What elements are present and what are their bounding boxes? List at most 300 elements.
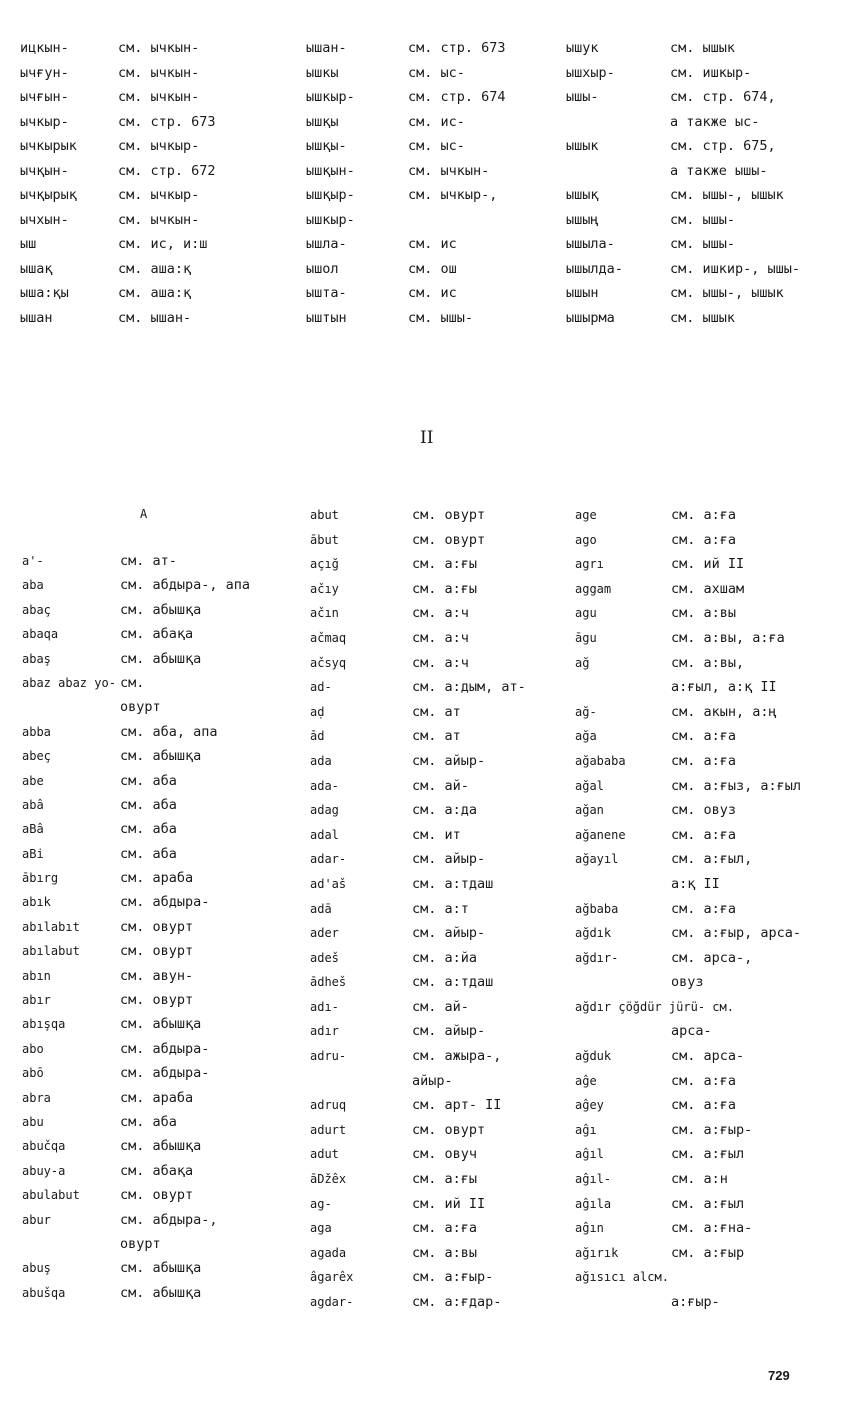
entry-reference: см. овуч: [412, 1146, 478, 1163]
entry-reference: айыр-: [412, 1072, 453, 1089]
entry-headword: adar-: [310, 852, 347, 867]
entry-reference: см. ышы-, ышык: [670, 285, 784, 301]
entry-row: [310, 577, 526, 602]
entry-reference: см. а:ғна-: [671, 1220, 753, 1237]
entry-headword: abur: [22, 1212, 51, 1227]
entry-headword: adut: [310, 1147, 339, 1162]
entry-headword: adag: [310, 803, 339, 818]
entry-headword: adru-: [310, 1049, 347, 1064]
index-column-1: [20, 36, 216, 330]
entry-headword: [575, 970, 671, 995]
entry-row: [310, 1290, 526, 1315]
entry-reference: см. ажыра-,: [412, 1048, 502, 1065]
entry-headword: ağa: [575, 729, 597, 744]
entry-row: [22, 817, 250, 841]
entry-headword: aĝıl: [575, 1147, 604, 1162]
entry-headword: aĝe: [575, 1073, 597, 1088]
entry-reference: см. абышқа: [120, 748, 202, 765]
entry-row: [22, 988, 250, 1012]
entry-headword: ada-: [310, 778, 339, 793]
entry-reference: см. а:йа: [412, 949, 478, 966]
entry-row: [310, 1192, 526, 1217]
entry-headword: abaqa: [22, 627, 59, 642]
entry-row: [575, 1290, 801, 1315]
entry-reference: см. а:ғыз, а:ғыл: [671, 777, 802, 794]
entry-row: [310, 1069, 526, 1094]
entry-reference: см. айыр-: [412, 1023, 486, 1040]
entry-row: [310, 1241, 526, 1266]
entry-reference: см. абдыра-,: [120, 1211, 218, 1228]
entry-headword: ābut: [310, 532, 339, 547]
entry-reference: см. а:вы,: [671, 654, 745, 671]
entry-row: [306, 232, 506, 257]
entry-headword: abışqa: [22, 1017, 66, 1032]
entry-reference: см. арт- II: [412, 1097, 502, 1114]
entry-row: [22, 671, 250, 695]
entry-reference: см. а:да: [412, 802, 478, 819]
entry-row: [575, 749, 801, 774]
entry-row: [566, 208, 800, 233]
entry-headword: adır: [310, 1024, 339, 1039]
entry-row: [310, 503, 526, 528]
entry-headword: ышқыр-: [306, 187, 355, 203]
entry-reference: а:қ II: [671, 875, 720, 892]
entry-row: [575, 1192, 801, 1217]
entry-reference: см. айыр-: [412, 925, 486, 942]
entry-reference: овурт: [120, 1235, 161, 1252]
entry-reference: см. аба: [120, 796, 177, 813]
entry-row: [310, 1019, 526, 1044]
entry-row: [310, 1167, 526, 1192]
section-column-2: [310, 503, 526, 1315]
entry-row: [22, 793, 250, 817]
entry-headword: adruq: [310, 1098, 347, 1113]
entry-headword: ağdık: [575, 926, 612, 941]
entry-headword: ышан-: [306, 40, 347, 56]
entry-reference: см. а:ға: [671, 728, 737, 745]
entry-reference: а также ышы-: [670, 162, 768, 179]
entry-headword: abılabıt: [22, 919, 80, 934]
entry-reference: см. а:ғдар-: [412, 1294, 502, 1310]
entry-row: [22, 1208, 250, 1232]
entry-row: [22, 622, 250, 646]
entry-headword: agu: [575, 606, 597, 621]
entry-headword: ышқын-: [306, 162, 355, 179]
entry-headword: ышкыр-: [306, 89, 355, 105]
entry-row: [306, 61, 506, 86]
entry-row: [306, 281, 506, 306]
entry-row: [310, 823, 526, 848]
page-number: 729: [768, 1368, 790, 1383]
entry-headword: ычғын-: [20, 89, 69, 105]
entry-row: [310, 749, 526, 774]
entry-headword: [566, 110, 670, 135]
entry-reference: см. абышқа: [120, 1016, 202, 1033]
entry-headword: ad'aš: [310, 876, 347, 891]
entry-reference: см. абышқа: [120, 650, 202, 667]
entry-reference: см. а:ч: [412, 629, 469, 646]
entry-row: [310, 995, 526, 1020]
entry-reference: см. ит: [412, 826, 461, 843]
entry-reference: см. ычкыр-: [118, 187, 200, 203]
entry-reference: см. абақа: [120, 1162, 194, 1179]
entry-reference: см. абдыра-: [120, 894, 210, 911]
entry-headword: abra: [22, 1090, 51, 1105]
entry-reference: см. а:вы: [671, 605, 737, 622]
entry-headword: ычғун-: [20, 64, 69, 81]
entry-headword: [575, 675, 671, 700]
entry-headword: ağal: [575, 778, 604, 793]
entry-headword: [22, 695, 120, 719]
entry-reference: см. стр. 674: [408, 89, 506, 105]
entry-reference: см. аша:қ: [118, 285, 192, 301]
entry-headword: ышкыр-: [306, 211, 355, 228]
entry-row: [575, 946, 801, 971]
entry-headword: ышы-: [566, 89, 599, 105]
entry-row: [310, 946, 526, 971]
entry-headword: ada: [310, 753, 332, 768]
entry-reference: см. а:ға: [671, 531, 737, 548]
entry-headword: agrı: [575, 557, 604, 572]
entry-headword: ago: [575, 532, 597, 547]
entry-headword: ычкырык: [20, 138, 77, 154]
entry-headword: adal: [310, 827, 339, 842]
entry-row: [22, 1037, 250, 1061]
entry-row: [22, 964, 250, 988]
entry-headword: ag-: [310, 1196, 332, 1211]
entry-headword: ačsyq: [310, 655, 347, 670]
entry-headword: aḍ: [310, 704, 325, 719]
entry-headword: ышла-: [306, 236, 347, 252]
entry-reference: см. аша:қ: [118, 260, 192, 277]
entry-row: [575, 601, 801, 626]
entry-row: [22, 744, 250, 768]
entry-row: [22, 695, 250, 719]
entry-reference: см. овурт: [412, 507, 486, 523]
entry-row: [566, 257, 800, 282]
entry-headword: ышол: [306, 260, 339, 277]
entry-row: [310, 1093, 526, 1118]
entry-headword: ыша:қы: [20, 285, 69, 301]
entry-reference: см. ай-: [412, 777, 469, 794]
entry-reference: см. а:тдаш: [412, 875, 494, 892]
entry-headword: ыш: [20, 236, 37, 252]
entry-reference: см. ис-: [408, 113, 465, 130]
entry-row: [22, 1183, 250, 1207]
entry-headword: adurt: [310, 1122, 347, 1137]
entry-headword: ağdır çöğdür jürü- см.: [575, 999, 734, 1014]
entry-row: [306, 208, 506, 233]
entry-row: [575, 1265, 801, 1290]
entry-headword: ačmaq: [310, 630, 347, 645]
entry-headword: ād: [310, 729, 325, 744]
entry-headword: ad-: [310, 680, 332, 695]
entry-headword: abo: [22, 1041, 44, 1056]
entry-reference: см. ий II: [412, 1195, 486, 1212]
entry-headword: abeç: [22, 749, 51, 764]
entry-reference: см. стр. 673: [118, 113, 216, 130]
entry-reference: см. аба: [120, 1113, 177, 1130]
entry-reference: см. а:ға: [671, 900, 737, 917]
entry-row: [575, 552, 801, 577]
entry-reference: а также ыс-: [670, 113, 760, 130]
entry-headword: [566, 159, 670, 184]
entry-headword: ader: [310, 926, 339, 941]
entry-headword: ышақ: [20, 260, 53, 277]
entry-reference: см. а:ғыр: [671, 1244, 745, 1261]
entry-row: [20, 306, 216, 331]
entry-row: [310, 626, 526, 651]
entry-row: [306, 257, 506, 282]
entry-row: [566, 183, 800, 208]
entry-row: [566, 159, 800, 184]
entry-headword: ицкын-: [20, 40, 69, 56]
entry-headword: ычхын-: [20, 211, 69, 228]
entry-row: [575, 970, 801, 995]
entry-reference: см. ычкын-: [118, 89, 200, 105]
entry-headword: ышан: [20, 309, 53, 326]
entry-reference: см. а:ғы: [412, 1171, 478, 1188]
entry-row: [310, 675, 526, 700]
entry-row: [575, 651, 801, 676]
entry-row: [566, 134, 800, 159]
entry-row: [310, 872, 526, 897]
entry-headword: aĝıla: [575, 1196, 612, 1211]
entry-headword: ышқы: [306, 113, 339, 130]
entry-reference: см. айыр-: [412, 851, 486, 868]
entry-row: [575, 995, 801, 1020]
entry-row: [310, 552, 526, 577]
entry-reference: см. а:ғыр, арса-: [671, 925, 802, 942]
entry-row: [22, 1086, 250, 1110]
entry-reference: арса-: [671, 1023, 712, 1040]
entry-reference: см. а:ға: [671, 1072, 737, 1089]
entry-reference: см. а:ч: [412, 654, 469, 671]
entry-row: [22, 1159, 250, 1183]
entry-row: [22, 1012, 250, 1036]
entry-row: [22, 1232, 250, 1256]
entry-headword: âgarêx: [310, 1270, 354, 1285]
entry-headword: aggam: [575, 581, 612, 596]
entry-headword: a'-: [22, 554, 44, 568]
entry-row: [575, 1019, 801, 1044]
entry-headword: abut: [310, 508, 339, 522]
section-numeral: II: [420, 428, 434, 448]
entry-row: [566, 85, 800, 110]
entry-row: [22, 939, 250, 963]
entry-row: [22, 1110, 250, 1134]
entry-headword: abuş: [22, 1261, 51, 1276]
entry-row: [310, 970, 526, 995]
entry-reference: см. а:ғыр-: [671, 1121, 753, 1138]
entry-headword: [575, 872, 671, 897]
entry-reference: см. ышы-, ышык: [670, 187, 784, 203]
entry-row: [310, 700, 526, 725]
entry-reference: см. а:ға: [671, 826, 737, 843]
section-column-3: [575, 503, 801, 1315]
entry-reference: см. ычкыр-,: [408, 187, 498, 203]
entry-headword: āgu: [575, 630, 597, 645]
entry-reference: см. стр. 675,: [670, 138, 776, 154]
entry-headword: aBâ: [22, 822, 44, 837]
entry-reference: см. а:дым, ат-: [412, 679, 526, 696]
entry-headword: ağdır-: [575, 950, 619, 965]
entry-reference: см. ычкын-: [118, 211, 200, 228]
entry-reference: см. абақа: [120, 626, 194, 643]
entry-headword: ышык: [566, 138, 599, 154]
entry-headword: ышқы-: [306, 138, 347, 154]
entry-reference: см. а:вы, а:ға: [671, 629, 785, 646]
entry-headword: aga: [310, 1221, 332, 1236]
entry-row: [575, 1167, 801, 1192]
entry-row: [20, 183, 216, 208]
entry-headword: ağanene: [575, 827, 626, 842]
entry-headword: ышық: [566, 187, 599, 203]
entry-row: [566, 306, 800, 331]
entry-reference: см. ыс-: [408, 64, 465, 81]
entry-headword: abba: [22, 724, 51, 739]
entry-headword: açığ: [310, 557, 339, 572]
entry-row: [22, 915, 250, 939]
entry-reference: см. стр. 672: [118, 162, 216, 179]
entry-reference: см. а:ғыл: [671, 1146, 745, 1163]
entry-row: [22, 1134, 250, 1158]
entry-row: [22, 890, 250, 914]
entry-reference: овурт: [120, 699, 161, 716]
entry-row: [310, 1265, 526, 1290]
entry-headword: ышыла-: [566, 236, 615, 252]
entry-headword: ağısıcı alсм.: [575, 1270, 669, 1285]
entry-reference: см. ышы-: [408, 309, 474, 326]
entry-row: [575, 528, 801, 553]
entry-reference: см. овурт: [120, 992, 194, 1009]
entry-row: [310, 1118, 526, 1143]
entry-headword: abaş: [22, 651, 51, 666]
entry-row: [310, 651, 526, 676]
entry-row: [22, 647, 250, 671]
entry-row: [575, 872, 801, 897]
entry-headword: ābırg: [22, 871, 59, 886]
entry-headword: aBi: [22, 846, 44, 861]
entry-reference: см. а:ға: [671, 1097, 737, 1114]
entry-row: [20, 36, 216, 61]
entry-row: [22, 720, 250, 744]
entry-reference: см. авун-: [120, 967, 194, 984]
entry-reference: см. а:ға: [671, 507, 737, 523]
entry-reference: см. абдыра-: [120, 1040, 210, 1057]
section-letter: A: [140, 507, 148, 521]
entry-reference: см. ай-: [412, 998, 469, 1015]
entry-reference: см. а:ғы: [412, 580, 478, 597]
entry-headword: ычқырық: [20, 187, 77, 203]
entry-reference: а:ғыл, а:қ II: [671, 679, 777, 696]
entry-headword: abâ: [22, 797, 44, 812]
entry-reference: см. ычкыр-: [118, 138, 200, 154]
entry-reference: см. овурт: [412, 1121, 486, 1138]
entry-row: [575, 1216, 801, 1241]
entry-headword: ыштын: [306, 309, 347, 326]
entry-reference: см. айыр-: [412, 752, 486, 769]
entry-row: [310, 1216, 526, 1241]
entry-row: [575, 577, 801, 602]
entry-row: [20, 159, 216, 184]
entry-row: [22, 549, 250, 573]
entry-row: [575, 1093, 801, 1118]
entry-headword: ačın: [310, 606, 339, 621]
entry-headword: ышхыр-: [566, 64, 615, 81]
entry-reference: см. ышы-: [670, 211, 736, 228]
entry-reference: см. а:т: [412, 900, 469, 917]
entry-headword: abır: [22, 993, 51, 1008]
entry-reference: см.: [120, 674, 145, 691]
entry-reference: см. ишкир-, ышы-: [670, 260, 801, 277]
entry-headword: ağırık: [575, 1245, 619, 1260]
entry-reference: см. ишкыр-: [670, 64, 752, 81]
entry-headword: abaz abaz yo-: [22, 675, 116, 690]
entry-headword: abō: [22, 1066, 44, 1081]
entry-row: [575, 897, 801, 922]
entry-headword: ağan: [575, 803, 604, 818]
entry-headword: ышкы: [306, 64, 339, 81]
entry-reference: см. а:ғыр-: [412, 1269, 494, 1286]
entry-row: [310, 774, 526, 799]
entry-reference: см. овурт: [120, 918, 194, 935]
entry-reference: см. абдыра-: [120, 1065, 210, 1082]
entry-reference: см. а:ғы: [412, 556, 478, 573]
entry-reference: см. ис: [408, 285, 457, 301]
entry-headword: ышта-: [306, 285, 347, 301]
entry-headword: [22, 1232, 120, 1256]
entry-reference: а:ғыр-: [671, 1294, 720, 1310]
entry-reference: см. аба: [120, 821, 177, 838]
entry-row: [575, 1241, 801, 1266]
entry-reference: см. араба: [120, 870, 194, 887]
entry-row: [306, 306, 506, 331]
entry-headword: abu: [22, 1114, 44, 1129]
entry-headword: abın: [22, 968, 51, 983]
entry-reference: см. ыс-: [408, 138, 465, 154]
entry-row: [310, 847, 526, 872]
entry-row: [20, 85, 216, 110]
entry-headword: ağduk: [575, 1049, 612, 1064]
entry-reference: см. акын, а:ң: [671, 703, 777, 720]
index-column-2: [306, 36, 506, 330]
entry-reference: см. ис, и:ш: [118, 236, 208, 252]
entry-reference: см. ышан-: [118, 309, 192, 326]
entry-headword: ağayıl: [575, 852, 619, 867]
entry-row: [310, 601, 526, 626]
entry-row: [566, 61, 800, 86]
entry-row: [575, 503, 801, 528]
entry-headword: ağ-: [575, 704, 597, 719]
entry-reference: см. абышқа: [120, 601, 202, 618]
entry-headword: ačıy: [310, 581, 339, 596]
entry-headword: ычқын-: [20, 162, 69, 179]
entry-reference: см. ычкын-: [408, 162, 490, 179]
entry-headword: ышың: [566, 211, 599, 228]
entry-headword: ышын: [566, 285, 599, 301]
entry-row: [310, 1142, 526, 1167]
entry-reference: см. арса-: [671, 1048, 745, 1065]
entry-reference: см. стр. 673: [408, 40, 506, 56]
entry-headword: age: [575, 508, 597, 522]
entry-headword: aĝıl-: [575, 1172, 612, 1187]
entry-headword: abe: [22, 773, 44, 788]
entry-row: [566, 281, 800, 306]
entry-row: [20, 232, 216, 257]
entry-row: [22, 1256, 250, 1280]
entry-headword: ağbaba: [575, 901, 619, 916]
